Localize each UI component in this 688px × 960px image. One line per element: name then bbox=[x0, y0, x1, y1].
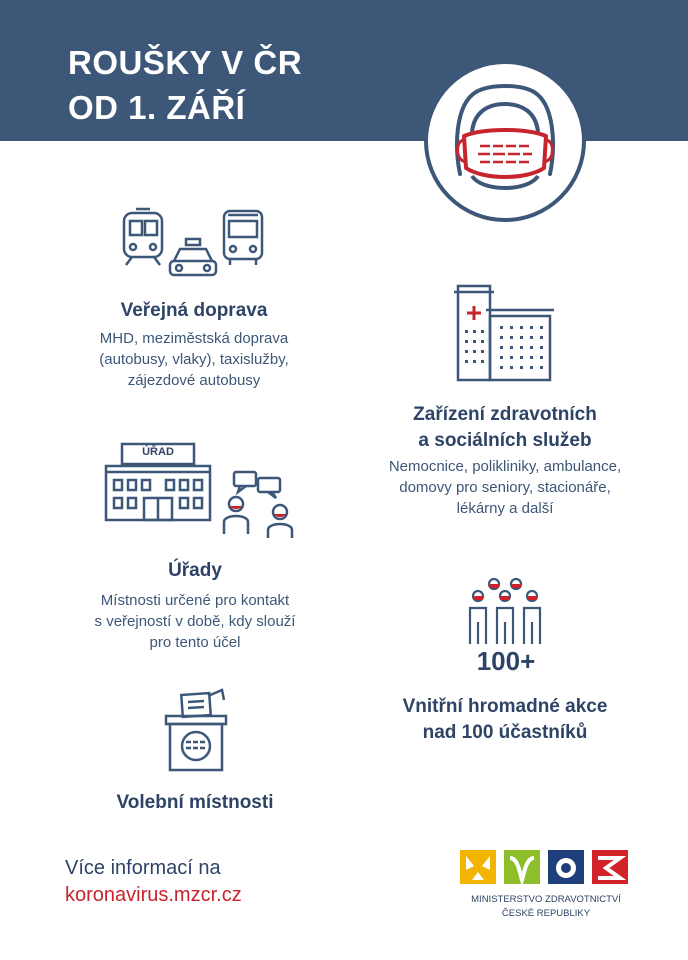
title-line-2: OD 1. ZÁŘÍ bbox=[68, 89, 246, 126]
transport-description bbox=[90, 328, 298, 391]
ballot-box-icon bbox=[160, 684, 234, 774]
voting-title: Volební místnosti bbox=[116, 792, 274, 813]
ministry-logo bbox=[460, 848, 630, 890]
hospital-icon bbox=[452, 282, 558, 382]
more-info-text bbox=[65, 855, 242, 909]
more-info-link[interactable]: koronavirus.mzcr.cz bbox=[65, 884, 242, 906]
crowd-icon bbox=[466, 574, 544, 648]
transport-title: Veřejná doprava bbox=[120, 300, 268, 321]
transport-line-3: zájezdové autobusy bbox=[127, 372, 261, 389]
transport-line-2: (autobusy, vlaky), taxislužby, bbox=[99, 351, 289, 368]
events-title-line-2: nad 100 účastníků bbox=[422, 722, 588, 743]
more-info-label: Více informací na bbox=[65, 857, 221, 879]
offices-line-3: pro tento účel bbox=[149, 634, 241, 651]
health-title bbox=[382, 402, 628, 454]
health-title-line-2: a sociálních služeb bbox=[418, 430, 592, 451]
offices-line-1: Místnosti určené pro kontakt bbox=[100, 592, 290, 609]
office-sign: ÚŘAD bbox=[142, 446, 174, 458]
ministry-name-line-1: MINISTERSTVO ZDRAVOTNICTVÍ bbox=[471, 894, 621, 905]
offices-description bbox=[84, 590, 306, 653]
event-count-label: 100+ bbox=[476, 646, 536, 676]
health-description bbox=[376, 456, 634, 519]
offices-title: Úřady bbox=[168, 560, 222, 581]
health-title-line-1: Zařízení zdravotních bbox=[413, 404, 597, 425]
health-line-2: domovy pro seniory, stacionáře, bbox=[399, 479, 611, 496]
header-banner bbox=[0, 0, 688, 141]
events-title-line-1: Vnitřní hromadné akce bbox=[402, 696, 608, 717]
transport-line-1: MHD, meziměstská doprava bbox=[99, 330, 289, 347]
offices-line-2: s veřejností v době, kdy slouží bbox=[94, 613, 296, 630]
transport-icon bbox=[112, 205, 274, 283]
events-title bbox=[382, 694, 628, 746]
office-building-icon bbox=[104, 440, 212, 524]
page-title bbox=[68, 40, 302, 130]
ministry-logo-caption bbox=[458, 893, 634, 921]
face-mask-icon bbox=[424, 60, 586, 222]
title-line-1: ROUŠKY V ČR bbox=[68, 44, 303, 81]
ministry-name-line-2: ČESKÉ REPUBLIKY bbox=[501, 908, 591, 919]
conversation-people-icon bbox=[222, 468, 298, 538]
health-line-1: Nemocnice, polikliniky, ambulance, bbox=[388, 458, 622, 475]
health-line-3: lékárny a další bbox=[456, 500, 554, 517]
